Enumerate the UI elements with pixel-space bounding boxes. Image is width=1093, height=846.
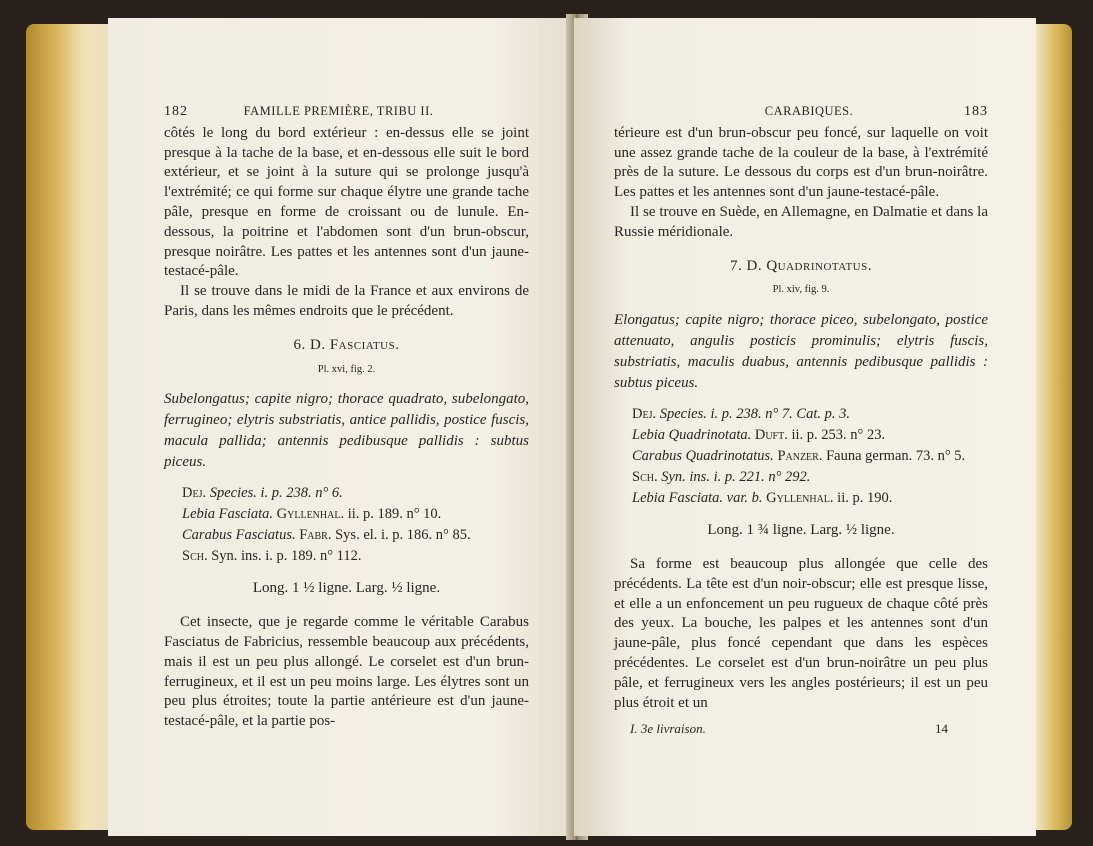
left-paragraph-1: côtés le long du bord extérieur : en-dessus elle se joint presque à la tache de la base, et en-dessous elle suit le bord extérieur, et se joint à la suture qui se prolonge jusqu'à l'extrémité; ce qui forme sur chaque élytre une grande tache pâle, presque en forme de croissant ou de lunule. En-dessous, la poitrine et l'abdomen sont d'un brun-obscur, presque noirâtre. Les pattes et les antennes sont d'un jaune-testacé-pâle. [164,124,529,280]
species-heading-7: 7. D. Quadrinotatus. [730,257,872,274]
left-running-head [164,102,529,122]
reference-line: Lebia Fasciata. var. b. Gyllenhal. ii. p. 190. [632,490,893,507]
left-page-number: 182 [164,104,188,119]
sheet-number: 14 [935,721,948,737]
species-heading-6: 6. D. Fasciatus. [293,336,400,353]
reference-line: Dej. Species. i. p. 238. n° 7. Cat. p. 3. [632,406,850,423]
page-footer [614,719,988,739]
diagnosis-6: Subelongatus; capite nigro; thorace quadrato, subelongato, ferrugineo; elytris substriatis, antice pallidis, postice fuscis, macula pallida; antennis pedibusque pallidis : subtus piceus. [164,391,529,471]
reference-line: Carabus Quadrinotatus. Panzer. Fauna german. 73. n° 5. [632,448,966,465]
right-running-title: CARABIQUES. [764,104,854,118]
left-paragraph-3: Cet insecte, que je regarde comme le véritable Carabus Fasciatus de Fabricius, ressemble beaucoup aux précédents, mais il est un peu plus allongé. Le corselet est d'un brun-ferrugineux, et il est un peu moins large. Les élytres sont un peu plus étroites; toute la partie antérieure est d'un jaune-testacé-pâle, et la partie pos- [164,614,529,730]
reference-line: Lebia Fasciata. Gyllenhal. ii. p. 189. n° 10. [182,506,442,523]
measurements-7: Long. 1 ¾ ligne. Larg. ½ ligne. [707,522,895,539]
right-paragraph-2: Il se trouve en Suède, en Allemagne, en Dalmatie et dans la Russie méridionale. [614,203,988,240]
reference-line: Dej. Species. i. p. 238. n° 6. [182,485,343,502]
reference-line: Sch. Syn. ins. i. p. 221. n° 292. [632,469,811,486]
plate-reference-6: Pl. xvi, fig. 2. [317,363,376,375]
signature-mark: I. 3e livraison. [630,721,706,737]
reference-line: Carabus Fasciatus. Fabr. Sys. el. i. p. 186. n° 85. [182,527,471,544]
diagnosis-7: Elongatus; capite nigro; thorace piceo, subelongato, postice attenuato, angulis posticis prominulis; elytris fuscis, substriatis, maculis duabus, antennis pedibusque pallidis : subtus piceus. [614,312,988,392]
measurements-6: Long. 1 ½ ligne. Larg. ½ ligne. [252,580,441,597]
right-page [574,18,1036,836]
right-paragraph-1: térieure est d'un brun-obscur peu foncé, sur laquelle on voit une assez grande tache de la couleur de la base, à l'extrémité près de la suture. Le dessous du corps est d'un brun-noirâtre. Les pattes et les antennes sont d'un jaune-testacé-pâle. [614,124,988,201]
right-running-head [614,102,988,122]
plate-reference-7: Pl. xiv, fig. 9. [772,284,830,296]
reference-line: Sch. Syn. ins. i. p. 189. n° 112. [182,548,362,565]
left-running-title: FAMILLE PREMIÈRE, TRIBU II. [243,104,434,118]
right-paragraph-3: Sa forme est beaucoup plus allongée que celle des précédents. La tête est d'un noir-obscur; elle est presque lisse, et elle a un enfoncement un peu rugueux de chaque côté près des yeux. La bouche, les palpes et les antennes sont d'un jaune-pâle, plus foncé cependant que dans les espèces précédentes. Le corselet est d'un brun-noirâtre un peu plus pâle, et ferrugineux vers les angles postérieurs; il est un peu plus étroit et un [614,555,988,711]
left-text-column [164,102,529,732]
left-paragraph-2: Il se trouve dans le midi de la France et aux environs de Paris, dans les mêmes endroits que le précédent. [164,283,529,319]
open-book [26,14,1072,840]
left-page [108,18,580,836]
right-text-column [614,102,988,739]
reference-line: Lebia Quadrinotata. Duft. ii. p. 253. n° 23. [632,427,886,444]
right-page-number: 183 [964,104,988,119]
